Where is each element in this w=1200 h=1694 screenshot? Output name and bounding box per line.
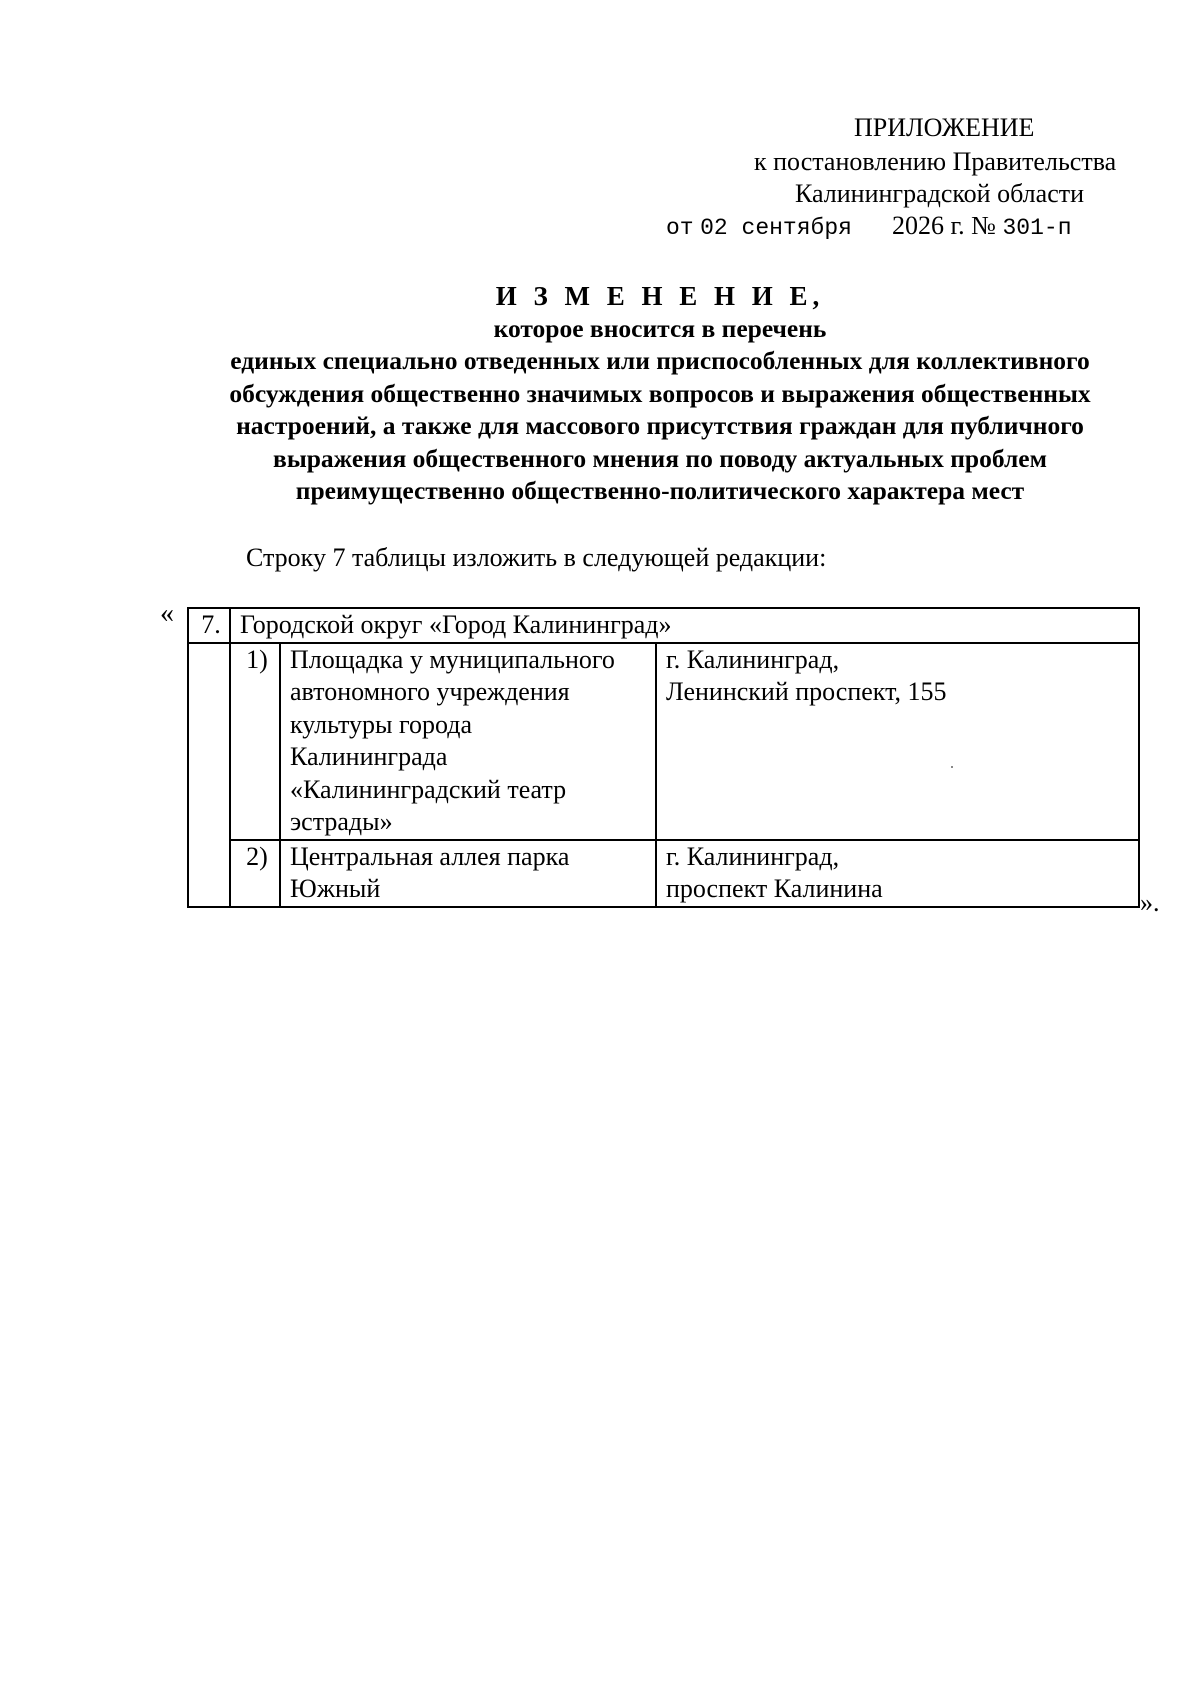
item-name-line: Калининграда: [290, 742, 448, 771]
instruction-text: Строку 7 таблицы изложить в следующей редакции:: [246, 543, 827, 572]
document-heading: [160, 280, 1160, 508]
table-row: [188, 840, 1139, 907]
item-name-line: Южный: [290, 874, 381, 903]
heading-line-6: преимущественно общественно-политического характера мест: [295, 476, 1025, 505]
item-name-line: эстрады»: [290, 807, 393, 836]
heading-line-4: настроений, а также для массового присутствия граждан для публичного: [236, 411, 1084, 440]
item-address-line: Ленинский проспект, 155: [666, 677, 947, 706]
table-row: [188, 608, 1139, 643]
item-name-line: Площадка у муниципального: [290, 644, 615, 674]
heading-line-1: которое вносится в перечень: [493, 313, 827, 343]
item-name-line: автономного учреждения: [290, 677, 570, 706]
empty-number-cell: [188, 643, 230, 907]
item-address-line: проспект Калинина: [666, 874, 883, 903]
row-number-cell: 7.: [188, 608, 230, 643]
resolution-number: 301-п: [1002, 215, 1072, 241]
item-name-cell: [280, 643, 656, 840]
heading-line-3: обсуждения общественно значимых вопросов и выражения общественных: [229, 378, 1091, 408]
appendix-date-line: [666, 210, 1072, 244]
item-name-line: Центральная аллея парка: [290, 841, 570, 871]
heading-line-5: выражения общественного мнения по поводу актуальных проблем: [273, 443, 1047, 473]
date-prefix: от: [666, 215, 694, 241]
heading-title: И З М Е Н Е Н И Е,: [495, 281, 825, 311]
year-label: 2026 г. №: [891, 211, 996, 240]
item-number-cell: 1): [230, 643, 280, 840]
appendix-title: ПРИЛОЖЕНИЕ: [854, 113, 1035, 142]
item-address-line: г. Калининград,: [666, 841, 840, 871]
appendix-region-line: Калининградской области: [795, 179, 1085, 208]
opening-quote: «: [160, 598, 174, 629]
item-address-cell: [656, 840, 1139, 907]
closing-quote: ».: [1140, 888, 1160, 917]
row-title-cell: Городской округ «Город Калининград»: [230, 608, 1139, 643]
item-name-line: культуры города: [290, 709, 472, 739]
table-row: [188, 643, 1139, 840]
item-number-cell: 2): [230, 840, 280, 907]
item-name-cell: [280, 840, 656, 907]
item-address-line: г. Калининград,: [666, 644, 840, 674]
item-name-line: «Калининградский театр: [290, 774, 567, 804]
date-stamp: 02 сентября: [700, 215, 852, 241]
appendix-resolution-line: к постановлению Правительства: [754, 147, 1117, 176]
amendment-table: [187, 607, 1140, 908]
item-address-cell: [656, 643, 1139, 840]
heading-line-2: единых специально отведенных или приспособленных для коллективного: [230, 346, 1090, 375]
scan-speck: [951, 766, 953, 768]
